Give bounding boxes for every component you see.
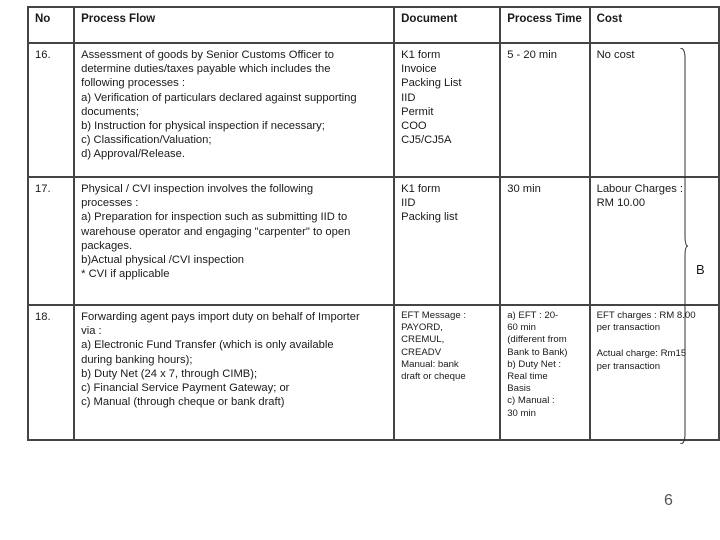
header-document: Document (394, 7, 500, 43)
document-item: PAYORD, (401, 322, 443, 334)
flow-line: a) Verification of particulars declared against supporting (81, 91, 357, 104)
flow-line: Assessment of goods by Senior Customs Officer to (81, 49, 334, 61)
document-item: CREMUL, (401, 334, 445, 346)
flow-line: a) Electronic Fund Transfer (which is only available (81, 339, 334, 352)
flow-line: determine duties/taxes payable which includes the (81, 63, 331, 76)
cost-cell: No cost (590, 43, 719, 177)
cost-line: Labour Charges : (596, 183, 684, 195)
process-time-cell: 30 min (500, 177, 589, 305)
time-line: (different from (507, 334, 567, 346)
right-brace (680, 48, 688, 444)
row-number: 18. (28, 305, 74, 440)
cost-line: RM 10.00 (596, 197, 646, 210)
document-cell (394, 305, 500, 440)
header-no: No (28, 7, 74, 43)
process-flow-cell (74, 305, 394, 440)
table-row (28, 305, 719, 440)
flow-line: Forwarding agent pays import duty on behalf of Importer (81, 311, 360, 323)
document-item: Permit (401, 105, 434, 118)
flow-line: a) Preparation for inspection such as submitting IID to (81, 211, 348, 224)
time-line: c) Manual : (507, 395, 555, 407)
cost-spacer (597, 334, 712, 348)
side-letter: B (696, 262, 705, 277)
cost-line: per transaction (596, 322, 661, 334)
time-line: 60 min (507, 322, 537, 334)
time-line: Real time (507, 371, 548, 383)
process-flow-cell (74, 43, 394, 177)
document-item: draft or cheque (401, 371, 466, 383)
document-item: COO (401, 120, 427, 133)
table-row (28, 177, 719, 305)
flow-line: packages. (81, 239, 133, 252)
process-flow-cell (74, 177, 394, 305)
document-cell (394, 43, 500, 177)
flow-line: Physical / CVI inspection involves the following (81, 183, 314, 195)
table-row (28, 43, 719, 177)
header-process-time: Process Time (500, 7, 589, 43)
flow-line: following processes : (81, 77, 185, 90)
flow-line: d) Approval/Release. (81, 148, 185, 161)
flow-line: b)Actual physical /CVI inspection (81, 254, 245, 267)
header-cost: Cost (590, 7, 719, 43)
cost-line: per transaction (596, 360, 661, 372)
row-number: 17. (28, 177, 74, 305)
time-line: b) Duty Net : (507, 358, 562, 370)
document-item: IID (401, 91, 416, 104)
document-item: Invoice (401, 63, 437, 76)
document-item: CREADV (401, 346, 442, 358)
flow-line: * CVI if applicable (81, 268, 170, 281)
document-cell (394, 177, 500, 305)
table-header-row (28, 7, 719, 43)
flow-line: warehouse operator and engaging "carpenter" to open (81, 225, 351, 238)
document-item: Manual: bank (401, 358, 459, 370)
flow-line: c) Manual (through cheque or bank draft) (81, 396, 285, 409)
flow-line: during banking hours); (81, 353, 193, 366)
document-item: EFT Message : (401, 310, 466, 321)
cost-cell (590, 305, 719, 440)
row-number: 16. (28, 43, 74, 177)
cost-cell (590, 177, 719, 305)
document-item: K1 form (401, 183, 441, 195)
flow-line: b) Duty Net (24 x 7, through CIMB); (81, 367, 258, 380)
document-item: Packing list (401, 211, 458, 224)
flow-line: via : (81, 325, 102, 338)
time-line: Bank to Bank) (507, 346, 568, 358)
header-process-flow: Process Flow (74, 7, 394, 43)
flow-line: documents; (81, 105, 139, 118)
flow-line: processes : (81, 197, 139, 210)
document-item: K1 form (401, 49, 441, 61)
time-line: 30 min (507, 407, 537, 419)
process-flow-table (27, 6, 720, 441)
cost-line: Actual charge: Rm15 (596, 348, 687, 360)
document-item: Packing List (401, 77, 462, 90)
time-line: Basis (507, 383, 531, 395)
process-time-cell: 5 - 20 min (500, 43, 589, 177)
flow-line: b) Instruction for physical inspection if necessary; (81, 120, 325, 133)
flow-line: c) Financial Service Payment Gateway; or (81, 382, 290, 395)
flow-line: c) Classification/Valuation; (81, 134, 212, 147)
process-time-cell (500, 305, 589, 440)
document-item: CJ5/CJ5A (401, 134, 452, 147)
page-number: 6 (664, 492, 673, 509)
time-line: a) EFT : 20- (507, 310, 559, 321)
document-item: IID (401, 197, 416, 210)
cost-line: EFT charges : RM 8.00 (596, 310, 696, 321)
